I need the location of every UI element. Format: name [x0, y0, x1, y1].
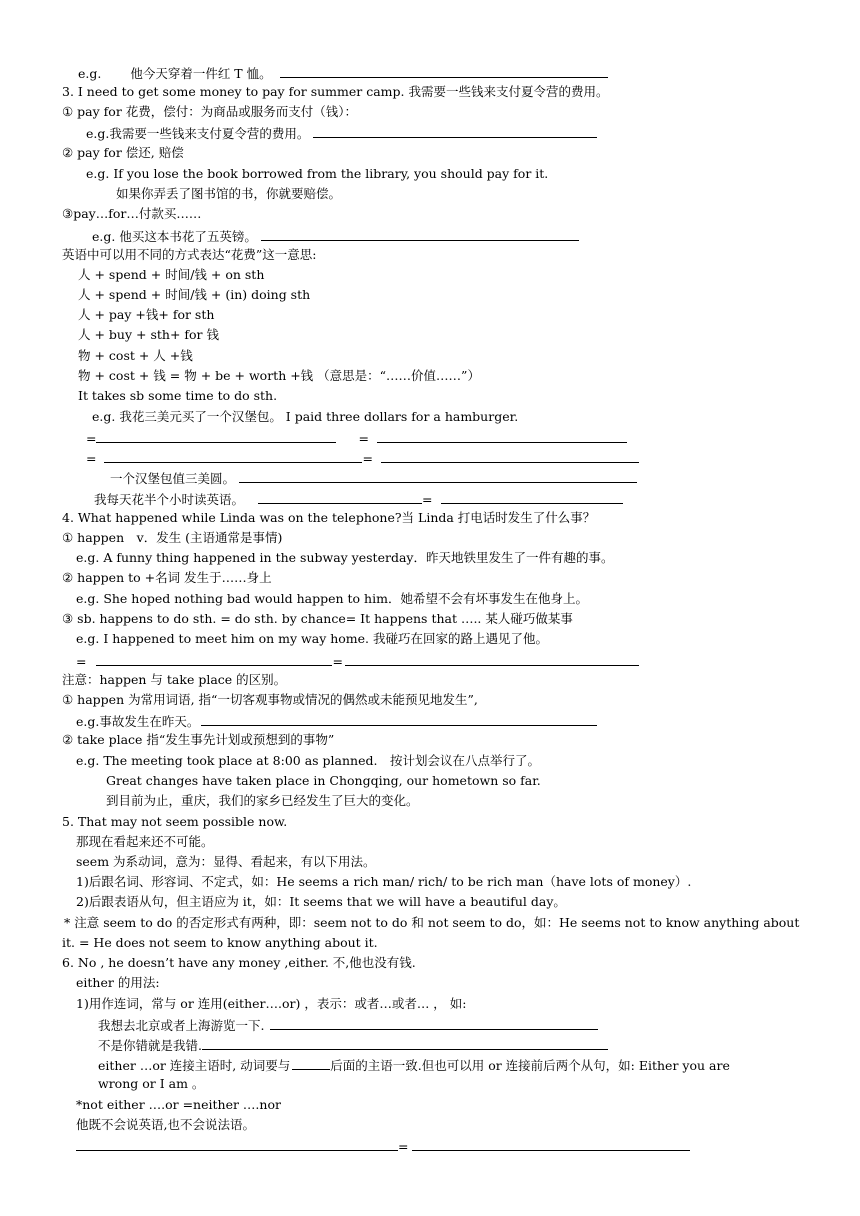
translation-line: 到目前为止，重庆，我们的家乡已经发生了巨大的变化。	[106, 793, 419, 808]
answer-blank[interactable]	[441, 490, 623, 504]
pattern-line: It takes sb some time to do sth.	[78, 388, 278, 403]
note-line: either …or 连接主语时, 动词要与 后面的主语一致.但也可以用 or 连接前后两个从句，如: Either you are	[98, 1058, 730, 1073]
exercise-line: 他既不会说英语,也不会说法语。	[76, 1117, 255, 1132]
pattern-line: 物 + cost + 钱 = 物 + be + worth +钱 （意思是：“……价值……”）	[78, 368, 480, 383]
pattern-line: 人 + spend + 时间/钱 + on sth	[78, 267, 265, 282]
answer-blank[interactable]	[377, 429, 627, 443]
answer-blank[interactable]	[104, 449, 362, 463]
answer-blank[interactable]	[258, 490, 422, 504]
usage-item: ② pay for 偿还, 赔偿	[62, 145, 184, 160]
answer-blank[interactable]	[76, 1137, 398, 1151]
exercise-line: 我每天花半个小时读英语。 =	[94, 490, 623, 508]
example-line: e.g. The meeting took place at 8:00 as planned. 按计划会议在八点举行了。	[76, 753, 540, 768]
translation-line: 如果你弄丢了图书馆的书，你就要赔偿。	[116, 186, 342, 201]
example-line: e.g. A funny thing happened in the subway yesterday．昨天地铁里发生了一件有趣的事。	[76, 550, 614, 565]
answer-blank[interactable]	[381, 449, 639, 463]
note-heading: 注意：happen 与 take place 的区别。	[62, 672, 287, 687]
usage-item: ③ sb. happens to do sth. = do sth. by chance= It happens that ….. 某人碰巧做某事	[62, 611, 573, 626]
pattern-line: 物 + cost + 人 +钱	[78, 348, 193, 363]
example-line: e.g.事故发生在昨天。	[76, 712, 597, 730]
exercise-line: 不是你错就是我错.	[98, 1036, 608, 1054]
note-line: * 注意 seem to do 的否定形式有两种，即：seem not to do 和 not seem to do，如：He seems not to know anything about	[64, 915, 800, 930]
usage-item: 1)后跟名词、形容词、不定式，如：He seems a rich man/ rich/ to be rich man（have lots of money）.	[76, 874, 692, 889]
equation-line: = =	[86, 449, 639, 467]
note-heading: either 的用法:	[76, 975, 160, 990]
answer-blank[interactable]	[280, 64, 608, 78]
answer-blank[interactable]	[96, 652, 332, 666]
note-line: *not either ….or =neither ….nor	[76, 1097, 281, 1112]
example-line: e.g. If you lose the book borrowed from the library, you should pay for it.	[86, 166, 549, 181]
pattern-line: 人 + buy + sth+ for 钱	[78, 327, 219, 342]
pattern-line: 人 + spend + 时间/钱 + (in) doing sth	[78, 287, 311, 302]
example-line: e.g. 他今天穿着一件红 T 恤。	[78, 64, 608, 82]
note-line: seem 为系动词，意为：显得、看起来，有以下用法。	[76, 854, 376, 869]
usage-item: ① happen v．发生 (主语通常是事情)	[62, 530, 283, 545]
example-line: Great changes have taken place in Chongqing, our hometown so far.	[106, 773, 541, 788]
usage-item: ② happen to +名词 发生于……身上	[62, 570, 272, 585]
answer-blank[interactable]	[412, 1137, 690, 1151]
note-line: wrong or I am 。	[98, 1076, 205, 1091]
equation-line: =	[76, 1137, 690, 1155]
section-5-heading: 5. That may not seem possible now.	[62, 814, 288, 829]
answer-blank[interactable]	[202, 1036, 608, 1050]
answer-blank[interactable]	[239, 469, 637, 483]
usage-item: ① pay for 花费，偿付：为商品或服务而支付（钱）：	[62, 104, 358, 119]
exercise-line: 一个汉堡包值三美圆。	[110, 469, 637, 487]
pattern-line: 人 + pay +钱+ for sth	[78, 307, 215, 322]
answer-blank[interactable]	[261, 227, 579, 241]
answer-blank[interactable]	[292, 1056, 330, 1070]
example-line: e.g.我需要一些钱来支付夏令营的费用。	[86, 124, 597, 142]
equation-line: = =	[76, 652, 639, 670]
example-line: e.g. 他买这本书花了五英镑。	[92, 227, 579, 245]
answer-blank[interactable]	[313, 124, 597, 138]
translation-line: 那现在看起来还不可能。	[76, 834, 214, 849]
answer-blank[interactable]	[270, 1016, 598, 1030]
usage-item: ③pay…for…付款买……	[62, 206, 202, 221]
answer-blank[interactable]	[345, 652, 639, 666]
exercise-line: 我想去北京或者上海游览一下.	[98, 1016, 598, 1034]
usage-item: ② take place 指“发生事先计划或预想到的事物”	[62, 732, 335, 747]
equation-line: = =	[86, 429, 627, 447]
usage-item: ① happen 为常用词语, 指“一切客观事物或情况的偶然或未能预见地发生”,	[62, 692, 478, 707]
section-4-heading: 4. What happened while Linda was on the telephone?当 Linda 打电话时发生了什么事？	[62, 510, 596, 525]
example-line: e.g. 我花三美元买了一个汉堡包。 I paid three dollars for a hamburger.	[92, 409, 519, 424]
section-3-heading: 3. I need to get some money to pay for summer camp. 我需要一些钱来支付夏令营的费用。	[62, 84, 609, 99]
usage-item: 1)用作连词，常与 or 连用(either….or) ，表示：或者…或者… ， 如:	[76, 996, 467, 1011]
answer-blank[interactable]	[96, 429, 336, 443]
example-line: e.g. She hoped nothing bad would happen to him．她希望不会有坏事发生在他身上。	[76, 591, 588, 606]
note-heading: 英语中可以用不同的方式表达“花费”这一意思:	[62, 247, 317, 262]
note-line: it. = He does not seem to know anything about it.	[62, 935, 378, 950]
answer-blank[interactable]	[201, 712, 597, 726]
example-line: e.g. I happened to meet him on my way home. 我碰巧在回家的路上遇见了他。	[76, 631, 548, 646]
usage-item: 2)后跟表语从句，但主语应为 it，如：It seems that we will have a beautiful day。	[76, 894, 566, 909]
section-6-heading: 6. No , he doesn’t have any money ,either. 不,他也没有钱.	[62, 955, 416, 970]
